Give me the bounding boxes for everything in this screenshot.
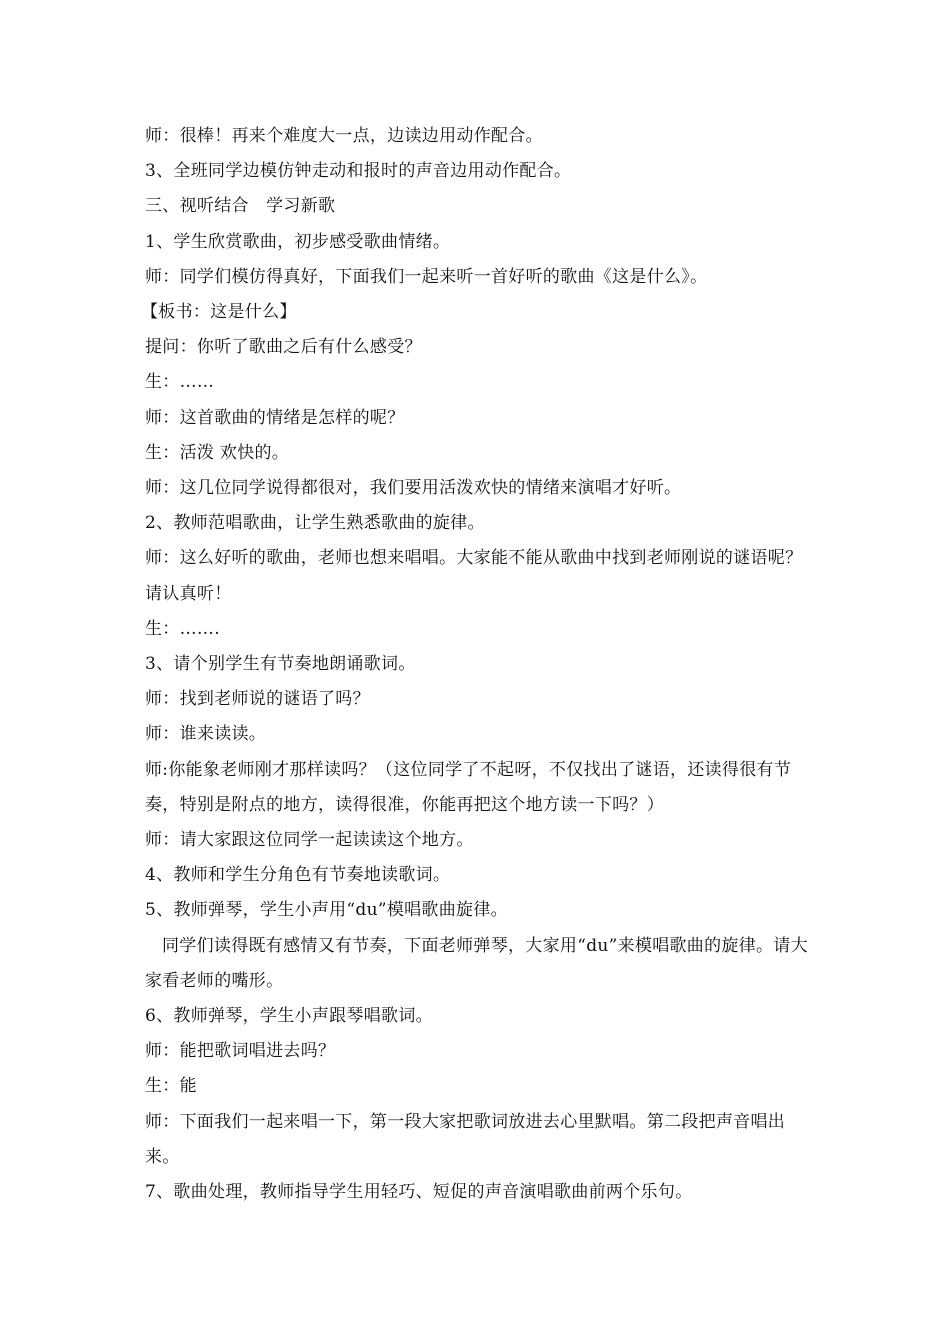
paragraph: 师：很棒！再来个难度大一点，边读边用动作配合。 bbox=[145, 126, 543, 146]
paragraph: 师：这么好听的歌曲，老师也想来唱唱。大家能不能从歌曲中找到老师刚说的谜语呢？请认真听！ bbox=[145, 548, 803, 604]
paragraph: 生：……. bbox=[145, 618, 220, 639]
section-heading: 三、视听结合 学习新歌 bbox=[145, 196, 336, 217]
paragraph: 提问：你听了歌曲之后有什么感受？ bbox=[145, 337, 422, 358]
document-body bbox=[141, 119, 810, 1210]
paragraph: 师：请大家跟这位同学一起读读这个地方。 bbox=[145, 830, 474, 851]
paragraph: 师：这几位同学说得都很对，我们要用活泼欢快的情绪来演唱才好听。 bbox=[145, 478, 682, 499]
paragraph: 师：能把歌词唱进去吗？ bbox=[145, 1041, 336, 1062]
paragraph: 5、教师弹琴，学生小声用“du”模唱歌曲旋律。 bbox=[145, 900, 508, 921]
paragraph: 生：活泼 欢快的。 bbox=[145, 442, 290, 463]
paragraph: 生：能 bbox=[145, 1076, 197, 1097]
paragraph: 师:你能象老师刚才那样读吗？（这位同学了不起呀，不仅找出了谜语，还读得很有节奏，特别是附点的地方，读得很准，你能再把这个地方读一下吗？） bbox=[145, 759, 792, 815]
paragraph: 6、教师弹琴，学生小声跟琴唱歌词。 bbox=[145, 1006, 433, 1027]
paragraph: 师：找到老师说的谜语了吗？ bbox=[145, 689, 370, 710]
paragraph: 2、教师范唱歌曲，让学生熟悉歌曲的旋律。 bbox=[145, 513, 485, 534]
paragraph: 7、歌曲处理，教师指导学生用轻巧、短促的声音演唱歌曲前两个乐句。 bbox=[145, 1182, 693, 1203]
paragraph: 4、教师和学生分角色有节奏地读歌词。 bbox=[145, 865, 451, 886]
paragraph: 3、请个别学生有节奏地朗诵歌词。 bbox=[145, 654, 416, 675]
paragraph: 师：同学们模仿得真好，下面我们一起来听一首好听的歌曲《这是什么》。 bbox=[145, 266, 708, 287]
paragraph: 同学们读得既有感情又有节奏，下面老师弹琴，大家用“du”来模唱歌曲的旋律。请大家看老师的嘴形。 bbox=[145, 935, 808, 991]
paragraph: 【板书：这是什么】 bbox=[141, 302, 297, 323]
paragraph: 3、全班同学边模仿钟走动和报时的声音边用动作配合。 bbox=[145, 161, 572, 182]
paragraph: 师：谁来读读。 bbox=[145, 724, 267, 745]
paragraph: 师：下面我们一起来唱一下，第一段大家把歌词放进去心里默唱。第二段把声音唱出来。 bbox=[145, 1111, 786, 1167]
paragraph: 1、学生欣赏歌曲，初步感受歌曲情绪。 bbox=[145, 231, 451, 252]
paragraph: 生：…… bbox=[145, 372, 215, 393]
paragraph: 师：这首歌曲的情绪是怎样的呢？ bbox=[145, 407, 405, 428]
